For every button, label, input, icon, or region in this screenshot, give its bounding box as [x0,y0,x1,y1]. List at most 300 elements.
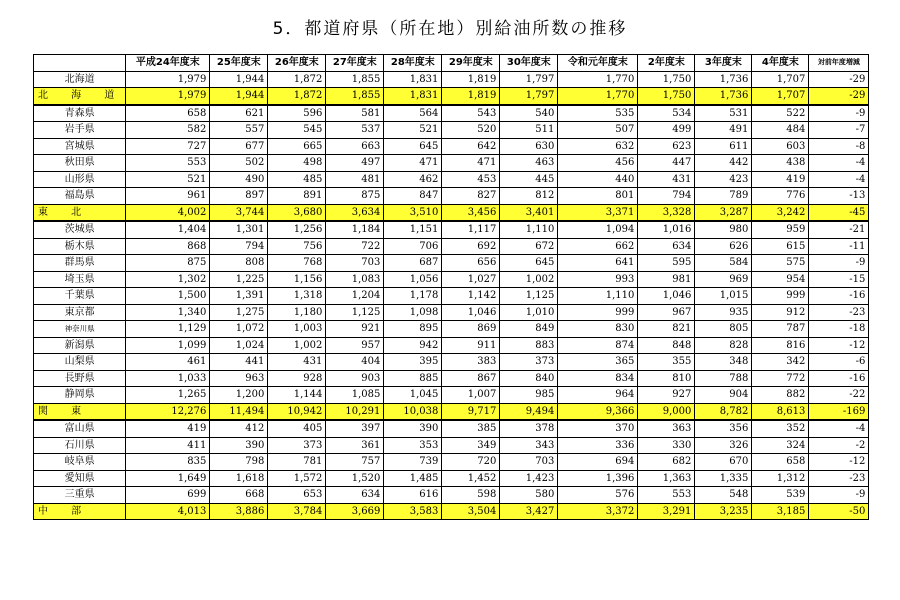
table-cell: 1,750 [638,88,695,105]
table-cell: 348 [695,354,752,371]
column-header: 27年度末 [326,55,384,72]
table-cell: 1,056 [384,271,442,288]
prefecture-name: 愛知県 [34,470,126,487]
region-total-row [34,403,869,420]
table-row [34,138,869,155]
table-row [34,370,869,387]
table-cell: 3,328 [638,204,695,221]
table-cell: 1,083 [326,271,384,288]
table-cell: 641 [558,255,638,272]
table-cell: 847 [384,188,442,205]
table-cell: 687 [384,255,442,272]
table-cell: 3,371 [558,204,638,221]
table-cell: 682 [638,454,695,471]
table-cell: 3,784 [268,503,326,520]
table-row [34,487,869,504]
table-cell: 3,744 [210,204,268,221]
table-cell: 739 [384,454,442,471]
table-row [34,454,869,471]
table-cell: 885 [384,370,442,387]
table-cell: 781 [268,454,326,471]
table-cell: 961 [126,188,210,205]
table-cell: 412 [210,420,268,437]
table-cell: 891 [268,188,326,205]
prefecture-name: 関 東 [34,403,126,420]
prefecture-name: 中 部 [34,503,126,520]
table-cell: 1,797 [500,88,558,105]
table-cell: 1,979 [126,71,210,88]
table-cell: 1,423 [500,470,558,487]
table-cell: 727 [126,138,210,155]
table-row [34,420,869,437]
table-row [34,188,869,205]
table-cell: 812 [500,188,558,205]
table-cell: 1,301 [210,221,268,238]
table-cell: 1,144 [268,387,326,404]
table-cell: 531 [695,105,752,122]
table-cell: 383 [442,354,500,371]
table-cell: 834 [558,370,638,387]
column-header: 29年度末 [442,55,500,72]
table-cell: -22 [809,387,869,404]
table-cell: 441 [210,354,268,371]
table-cell: 385 [442,420,500,437]
prefecture-name: 石川県 [34,437,126,454]
prefecture-name: 千葉県 [34,288,126,305]
table-cell: 353 [384,437,442,454]
table-cell: 490 [210,171,268,188]
table-cell: 342 [752,354,809,371]
table-cell: 1,750 [638,71,695,88]
prefecture-name: 北 海 道 [34,88,126,105]
table-row [34,321,869,338]
table-cell: 9,494 [500,403,558,420]
table-cell: 3,510 [384,204,442,221]
table-cell: 1,649 [126,470,210,487]
table-cell: 1,129 [126,321,210,338]
table-cell: 1,797 [500,71,558,88]
table-cell: -4 [809,155,869,172]
table-cell: 390 [384,420,442,437]
table-cell: 378 [500,420,558,437]
table-cell: 471 [384,155,442,172]
table-cell: -23 [809,470,869,487]
table-cell: 756 [268,238,326,255]
table-cell: 1,275 [210,304,268,321]
table-cell: 1,151 [384,221,442,238]
table-cell: 645 [384,138,442,155]
table-cell: 1,046 [442,304,500,321]
prefecture-name: 北海道 [34,71,126,88]
table-cell: 548 [695,487,752,504]
table-cell: 1,099 [126,337,210,354]
table-cell: -16 [809,288,869,305]
table-cell: 794 [638,188,695,205]
table-cell: 634 [326,487,384,504]
table-cell: 324 [752,437,809,454]
table-cell: 445 [500,171,558,188]
table-cell: 720 [442,454,500,471]
region-total-row [34,204,869,221]
table-cell: 423 [695,171,752,188]
table-cell: 370 [558,420,638,437]
prefecture-name: 宮城県 [34,138,126,155]
table-cell: 788 [695,370,752,387]
table-cell: 3,291 [638,503,695,520]
table-cell: 491 [695,122,752,139]
table-cell: 801 [558,188,638,205]
table-cell: 911 [442,337,500,354]
table-cell: 507 [558,122,638,139]
table-cell: 3,886 [210,503,268,520]
prefecture-name: 栃木県 [34,238,126,255]
column-header: 28年度末 [384,55,442,72]
table-cell: 1,256 [268,221,326,238]
table-cell: 595 [638,255,695,272]
table-cell: 895 [384,321,442,338]
table-cell: 1,312 [752,470,809,487]
table-cell: 1,572 [268,470,326,487]
table-row [34,271,869,288]
table-cell: 969 [695,271,752,288]
table-cell: 1,156 [268,271,326,288]
table-row [34,255,869,272]
table-cell: 921 [326,321,384,338]
table-cell: 665 [268,138,326,155]
prefecture-name: 群馬県 [34,255,126,272]
table-cell: 557 [210,122,268,139]
table-cell: 1,015 [695,288,752,305]
table-cell: 868 [126,238,210,255]
table-cell: 442 [695,155,752,172]
table-cell: -29 [809,88,869,105]
table-cell: 463 [500,155,558,172]
table-cell: 580 [500,487,558,504]
table-cell: 1,024 [210,337,268,354]
table-cell: 395 [384,354,442,371]
table-cell: 10,291 [326,403,384,420]
table-cell: 349 [442,437,500,454]
table-cell: -11 [809,238,869,255]
table-cell: 336 [558,437,638,454]
table-cell: -23 [809,304,869,321]
table-cell: 616 [384,487,442,504]
table-row [34,105,869,122]
table-cell: 993 [558,271,638,288]
table-cell: 1,707 [752,71,809,88]
table-row [34,238,869,255]
table-cell: 810 [638,370,695,387]
table-cell: 980 [695,221,752,238]
table-cell: 12,276 [126,403,210,420]
table-cell: -16 [809,370,869,387]
table-cell: 776 [752,188,809,205]
table-cell: 1,125 [500,288,558,305]
table-cell: 875 [126,255,210,272]
table-cell: 912 [752,304,809,321]
table-cell: 576 [558,487,638,504]
table-cell: 1,110 [500,221,558,238]
table-cell: 1,391 [210,288,268,305]
prefecture-name: 静岡県 [34,387,126,404]
table-cell: 564 [384,105,442,122]
table-cell: 4,002 [126,204,210,221]
table-cell: 1,736 [695,71,752,88]
table-cell: 1,396 [558,470,638,487]
table-cell: 1,117 [442,221,500,238]
table-cell: 419 [126,420,210,437]
prefecture-name: 秋田県 [34,155,126,172]
table-cell: 1,002 [500,271,558,288]
table-cell: 502 [210,155,268,172]
table-cell: 1,485 [384,470,442,487]
table-cell: 964 [558,387,638,404]
table-cell: 1,002 [268,337,326,354]
table-row [34,221,869,238]
table-cell: 1,094 [558,221,638,238]
table-cell: 634 [638,238,695,255]
table-cell: 404 [326,354,384,371]
table-cell: 1,125 [326,304,384,321]
table-cell: 768 [268,255,326,272]
table-cell: 1,770 [558,88,638,105]
table-cell: 999 [558,304,638,321]
table-cell: 373 [268,437,326,454]
table-cell: 942 [384,337,442,354]
table-cell: 419 [752,171,809,188]
column-header: 対前年度増減 [809,55,869,72]
table-cell: 699 [126,487,210,504]
table-cell: 484 [752,122,809,139]
table-cell: 9,717 [442,403,500,420]
table-cell: 1,016 [638,221,695,238]
prefecture-name: 神奈川県 [34,321,126,338]
table-cell: -29 [809,71,869,88]
table-cell: -6 [809,354,869,371]
table-cell: 405 [268,420,326,437]
table-cell: 534 [638,105,695,122]
table-cell: -13 [809,188,869,205]
table-cell: 1,618 [210,470,268,487]
table-cell: 471 [442,155,500,172]
table-cell: 1,340 [126,304,210,321]
table-row [34,437,869,454]
table-cell: 867 [442,370,500,387]
table-cell: 621 [210,105,268,122]
column-header: 平成24年度末 [126,55,210,72]
table-cell: 772 [752,370,809,387]
table-cell: 757 [326,454,384,471]
table-cell: -15 [809,271,869,288]
table-cell: 840 [500,370,558,387]
table-cell: 849 [500,321,558,338]
table-cell: 3,372 [558,503,638,520]
table-row [34,71,869,88]
table-cell: 456 [558,155,638,172]
table-cell: 581 [326,105,384,122]
table-cell: 8,782 [695,403,752,420]
table-cell: 653 [268,487,326,504]
table-cell: 485 [268,171,326,188]
table-cell: 1,045 [384,387,442,404]
prefecture-name: 岩手県 [34,122,126,139]
table-cell: 694 [558,454,638,471]
table-cell: 543 [442,105,500,122]
table-cell: 453 [442,171,500,188]
table-cell: 326 [695,437,752,454]
table-cell: 835 [126,454,210,471]
header-row [34,55,869,72]
table-cell: -18 [809,321,869,338]
table-cell: 935 [695,304,752,321]
table-cell: 1,831 [384,71,442,88]
table-cell: 10,038 [384,403,442,420]
table-cell: 1,007 [442,387,500,404]
table-cell: 828 [695,337,752,354]
table-cell: 575 [752,255,809,272]
table-cell: 830 [558,321,638,338]
prefecture-name: 山梨県 [34,354,126,371]
table-cell: 789 [695,188,752,205]
table-cell: 1,033 [126,370,210,387]
table-cell: 615 [752,238,809,255]
table-cell: 3,235 [695,503,752,520]
table-cell: 330 [638,437,695,454]
table-cell: 677 [210,138,268,155]
table-cell: 963 [210,370,268,387]
table-cell: 1,707 [752,88,809,105]
table-cell: 361 [326,437,384,454]
table-cell: 603 [752,138,809,155]
table-row [34,354,869,371]
table-cell: 535 [558,105,638,122]
prefecture-name: 山形県 [34,171,126,188]
table-cell: 656 [442,255,500,272]
table-cell: 985 [500,387,558,404]
table-cell: 1,003 [268,321,326,338]
table-cell: 3,185 [752,503,809,520]
table-cell: 498 [268,155,326,172]
table-cell: 904 [695,387,752,404]
table-cell: 703 [500,454,558,471]
table-cell: 808 [210,255,268,272]
table-cell: 1,944 [210,88,268,105]
table-cell: 626 [695,238,752,255]
table-cell: 584 [695,255,752,272]
table-cell: 1,184 [326,221,384,238]
table-cell: 462 [384,171,442,188]
table-cell: 722 [326,238,384,255]
table-cell: 10,942 [268,403,326,420]
table-cell: 3,427 [500,503,558,520]
table-cell: -2 [809,437,869,454]
table-cell: 3,242 [752,204,809,221]
table-cell: 1,046 [638,288,695,305]
table-cell: 582 [126,122,210,139]
table-cell: 1,010 [500,304,558,321]
prefecture-name: 富山県 [34,420,126,437]
table-cell: 447 [638,155,695,172]
table-row [34,155,869,172]
table-cell: 662 [558,238,638,255]
column-header [34,55,126,72]
table-cell: 1,027 [442,271,500,288]
table-cell: 672 [500,238,558,255]
table-cell: 1,204 [326,288,384,305]
prefecture-name: 東 北 [34,204,126,221]
table-cell: -8 [809,138,869,155]
table-cell: 438 [752,155,809,172]
table-cell: 927 [638,387,695,404]
table-cell: 1,872 [268,71,326,88]
table-cell: 1,944 [210,71,268,88]
prefecture-name: 新潟県 [34,337,126,354]
table-cell: 539 [752,487,809,504]
table-cell: 1,770 [558,71,638,88]
prefecture-name: 東京都 [34,304,126,321]
table-cell: 874 [558,337,638,354]
table-cell: 3,680 [268,204,326,221]
table-cell: 954 [752,271,809,288]
column-header: 25年度末 [210,55,268,72]
table-cell: 411 [126,437,210,454]
table-cell: 798 [210,454,268,471]
table-cell: -9 [809,255,869,272]
table-cell: 1,318 [268,288,326,305]
table-cell: 967 [638,304,695,321]
table-cell: 632 [558,138,638,155]
table-row [34,337,869,354]
table-cell: 805 [695,321,752,338]
page-title: 5．都道府県（所在地）別給油所数の推移 [272,19,628,39]
table-cell: 390 [210,437,268,454]
table-cell: 11,494 [210,403,268,420]
table-cell: 1,200 [210,387,268,404]
table-cell: 668 [210,487,268,504]
table-cell: 1,872 [268,88,326,105]
table-cell: -7 [809,122,869,139]
table-row [34,304,869,321]
column-header: 2年度末 [638,55,695,72]
table-cell: -4 [809,420,869,437]
table-cell: 1,110 [558,288,638,305]
table-cell: 352 [752,420,809,437]
prefecture-name: 茨城県 [34,221,126,238]
table-cell: 3,401 [500,204,558,221]
table-cell: 3,287 [695,204,752,221]
table-cell: 3,634 [326,204,384,221]
table-cell: -4 [809,171,869,188]
table-cell: 1,452 [442,470,500,487]
table-cell: 1,180 [268,304,326,321]
table-cell: 537 [326,122,384,139]
table-cell: 611 [695,138,752,155]
table-cell: 3,583 [384,503,442,520]
prefecture-name: 岐阜県 [34,454,126,471]
table-cell: 999 [752,288,809,305]
table-cell: 365 [558,354,638,371]
table-cell: 816 [752,337,809,354]
table-cell: 1,363 [638,470,695,487]
table-cell: 521 [384,122,442,139]
table-cell: -9 [809,487,869,504]
table-cell: 903 [326,370,384,387]
table-row [34,387,869,404]
table-cell: 343 [500,437,558,454]
column-header: 26年度末 [268,55,326,72]
table-row [34,171,869,188]
table-cell: 596 [268,105,326,122]
